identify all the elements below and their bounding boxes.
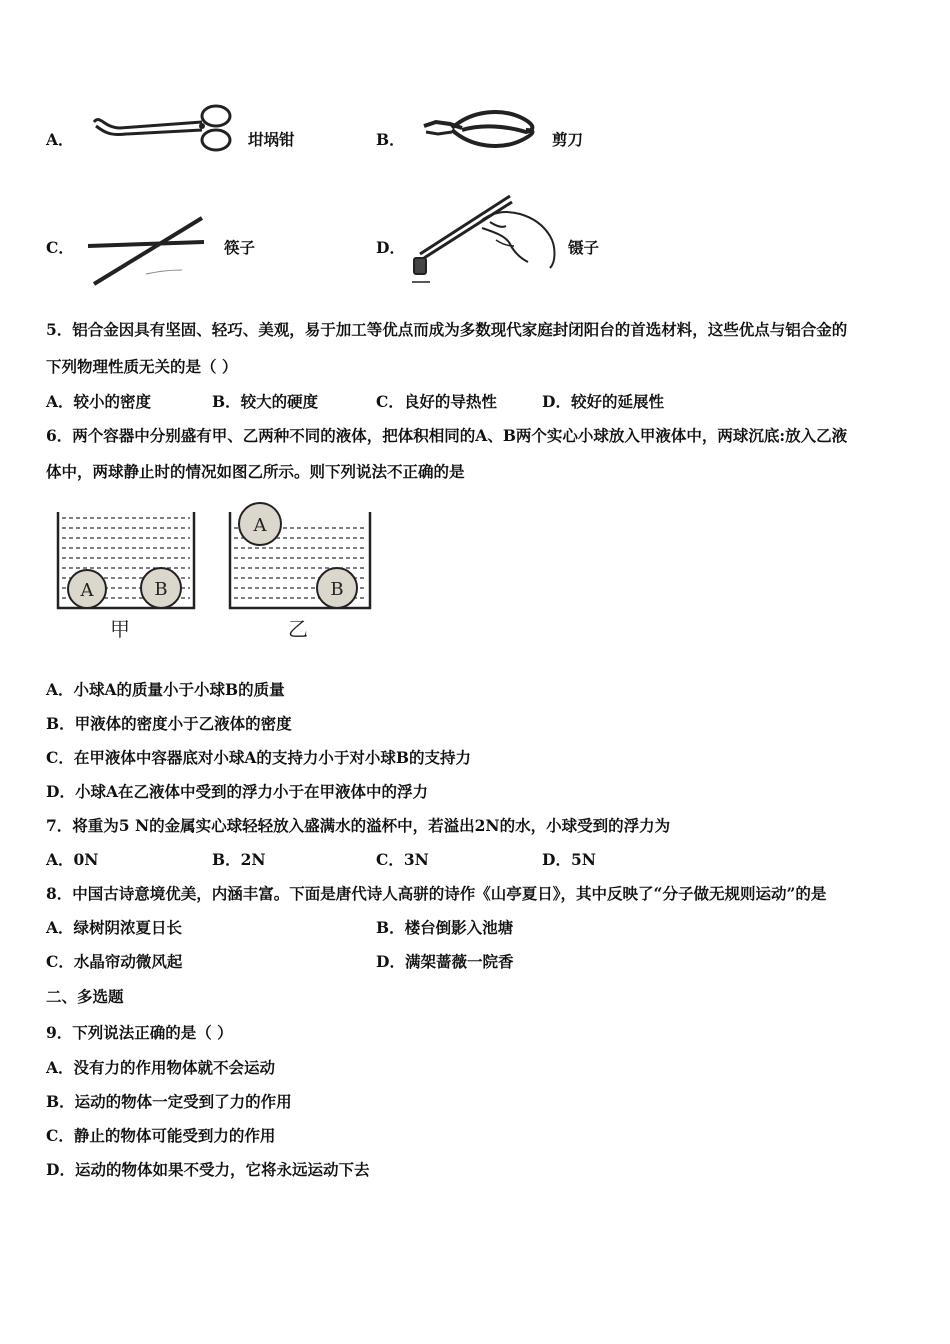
- q8-option-a: A．绿树阴浓夏日长: [46, 918, 183, 937]
- q8-option-d: D．满架蔷薇一院香: [376, 952, 514, 971]
- q9-stem: 9．下列说法正确的是（ ）: [46, 1023, 233, 1042]
- q6-stem-line-2: 体中，两球静止时的情况如图乙所示。则下列说法不正确的是: [46, 462, 465, 481]
- chopsticks-icon: [86, 212, 208, 290]
- q7-option-a: A．0N: [46, 850, 99, 869]
- container-yi: [230, 503, 370, 608]
- q8-stem: 8．中国古诗意境优美，内涵丰富。下面是唐代诗人高骈的诗作《山亭夏日》，其中反映了“分子做无规则运动”的是: [46, 884, 827, 903]
- q7-option-c: C．3N: [376, 850, 429, 869]
- q9-option-c: C．静止的物体可能受到力的作用: [46, 1126, 276, 1145]
- q4-option-c-letter: C．: [46, 238, 74, 257]
- q8-option-b: B．楼台倒影入池塘: [376, 918, 514, 937]
- q9-option-b: B．运动的物体一定受到了力的作用: [46, 1092, 292, 1111]
- caption-jia: 甲: [110, 617, 130, 641]
- ball-a-jia-label: A: [80, 580, 94, 601]
- q8-option-c: C．水晶帘动微风起: [46, 952, 183, 971]
- q5-stem-line-1: 5．铝合金因具有坚固、轻巧、美观，易于加工等优点而成为多数现代家庭封闭阳台的首选材料，这些优点与铝合金的: [46, 320, 848, 339]
- q4-option-b-label: 剪刀: [552, 130, 584, 149]
- q5-option-b: B．较大的硬度: [212, 392, 319, 411]
- q5-option-c: C．良好的导热性: [376, 392, 497, 411]
- ball-b-jia-label: B: [154, 579, 168, 600]
- q5-option-a: A．较小的密度: [46, 392, 152, 411]
- q5-option-d: D．较好的延展性: [542, 392, 664, 411]
- q7-stem: 7．将重为5 N的金属实心球轻轻放入盛满水的溢杯中，若溢出2N的水，小球受到的浮力为: [46, 816, 671, 835]
- q6-option-c: C．在甲液体中容器底对小球A的支持力小于对小球B的支持力: [46, 748, 471, 767]
- ball-b-yi-label: B: [330, 579, 344, 600]
- q5-stem-line-2: 下列物理性质无关的是（ ）: [46, 357, 238, 376]
- section-heading-multiple-choice: 二、多选题: [46, 987, 124, 1006]
- q6-option-a: A．小球A的质量小于小球B的质量: [46, 680, 285, 699]
- q9-option-a: A．没有力的作用物体就不会运动: [46, 1058, 276, 1077]
- q6-stem-line-1: 6．两个容器中分别盛有甲、乙两种不同的液体，把体积相同的A、B两个实心小球放入甲液体中，两球沉底:放入乙液: [46, 426, 848, 445]
- q4-option-a-label: 坩埚钳: [248, 130, 295, 149]
- q4-option-b-letter: B．: [376, 130, 405, 149]
- tweezers-hand-icon: [410, 192, 560, 288]
- q4-option-c-label: 筷子: [224, 238, 256, 257]
- crucible-tongs-icon: [90, 102, 240, 154]
- container-jia: [58, 512, 194, 608]
- q9-option-d: D．运动的物体如果不受力，它将永远运动下去: [46, 1160, 370, 1179]
- q4-option-a-letter: A．: [46, 130, 74, 149]
- q4-option-d-letter: D．: [376, 238, 405, 257]
- q6-option-b: B．甲液体的密度小于乙液体的密度: [46, 714, 292, 733]
- scissors-icon: [422, 108, 542, 150]
- two-containers-figure: [50, 500, 390, 645]
- ball-a-yi-label: A: [253, 515, 267, 536]
- q7-option-b: B．2N: [212, 850, 266, 869]
- q4-option-d-label: 镊子: [568, 238, 600, 257]
- caption-yi: 乙: [288, 617, 308, 641]
- q6-option-d: D．小球A在乙液体中受到的浮力小于在甲液体中的浮力: [46, 782, 428, 801]
- q7-option-d: D．5N: [542, 850, 596, 869]
